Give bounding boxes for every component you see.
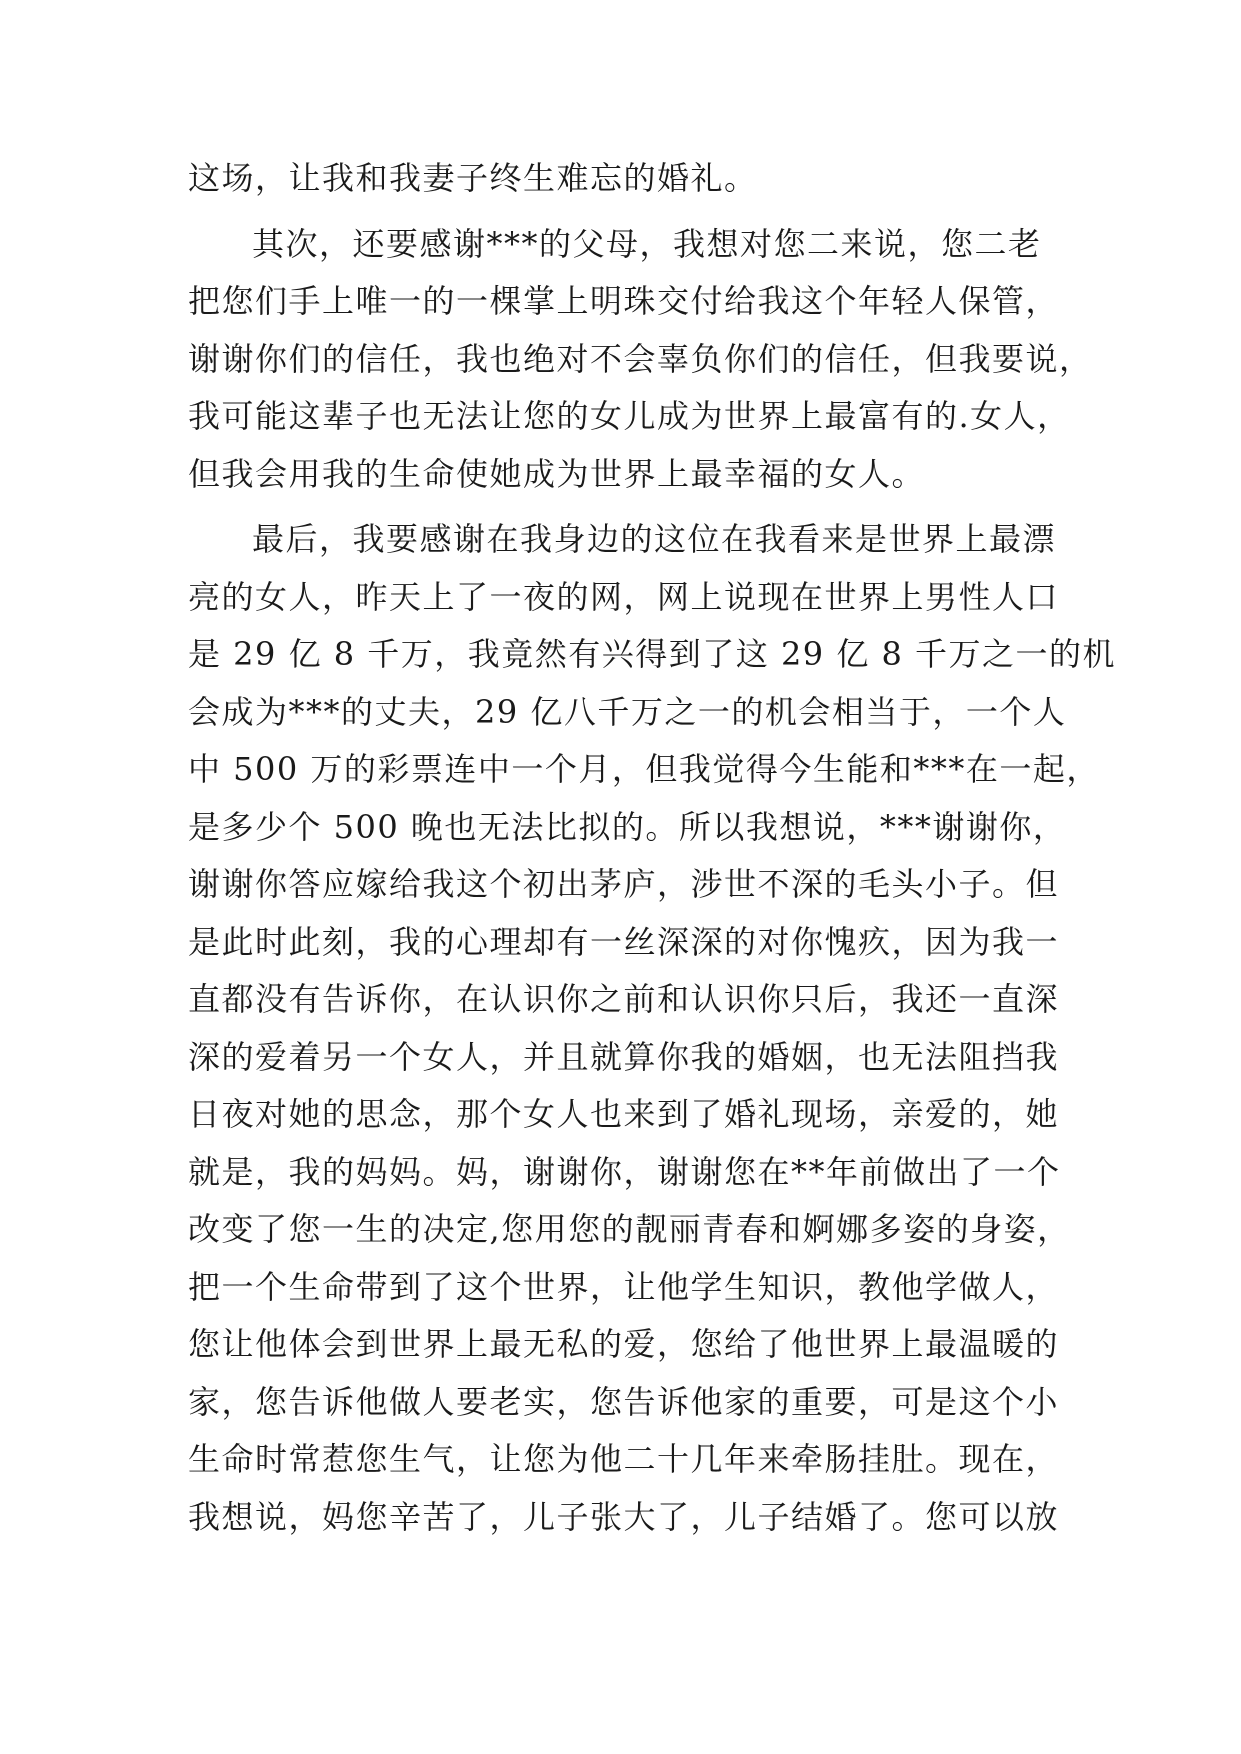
text-line: 把您们手上唯一的一棵掌上明珠交付给我这个年轻人保管， xyxy=(188,282,1060,320)
text-line: 中 500 万的彩票连中一个月，但我觉得今生能和***在一起， xyxy=(188,750,1100,788)
text-line: 我可能这辈子也无法让您的女儿成为世界上最富有的.女人， xyxy=(188,397,1071,435)
text-line: 其次，还要感谢***的父母，我想对您二来说，您二老 xyxy=(252,224,1042,263)
text-line: 直都没有告诉你，在认识你之前和认识你只后，我还一直深 xyxy=(188,980,1060,1018)
text-line: 是多少个 500 晚也无法比拟的。所以我想说，***谢谢你， xyxy=(188,807,1067,846)
text-line: 是 29 亿 8 千万，我竟然有兴得到了这 29 亿 8 千万之一的机 xyxy=(188,635,1117,673)
text-line: 谢谢你答应嫁给我这个初出茅庐，涉世不深的毛头小子。但 xyxy=(188,865,1060,903)
text-line: 您让他体会到世界上最无私的爱，您给了他世界上最温暖的 xyxy=(188,1325,1060,1363)
text-line: 把一个生命带到了这个世界，让他学生知识，教他学做人， xyxy=(188,1267,1060,1306)
text-line: 生命时常惹您生气，让您为他二十几年来牵肠挂肚。现在， xyxy=(188,1440,1060,1478)
text-line: 谢谢你们的信任，我也绝对不会辜负你们的信任，但我要说， xyxy=(188,339,1093,378)
text-line: 这场，让我和我妻子终生难忘的婚礼。 xyxy=(188,159,758,197)
body-text xyxy=(188,150,1117,1546)
text-line: 是此时此刻，我的心理却有一丝深深的对你愧疚，因为我一 xyxy=(188,922,1060,961)
text-line: 亮的女人，昨天上了一夜的网，网上说现在世界上男性人口 xyxy=(188,577,1060,616)
text-line: 日夜对她的思念，那个女人也来到了婚礼现场，亲爱的，她 xyxy=(188,1095,1060,1133)
text-line: 家，您告诉他做人要老实，您告诉他家的重要，可是这个小 xyxy=(188,1382,1060,1421)
text-line: 深的爱着另一个女人，并且就算你我的婚姻，也无法阻挡我 xyxy=(188,1037,1060,1076)
text-line: 但我会用我的生命使她成为世界上最幸福的女人。 xyxy=(188,454,926,493)
text-line: 改变了您一生的决定,您用您的靓丽青春和婀娜多姿的身姿， xyxy=(188,1210,1071,1248)
text-line: 最后，我要感谢在我身边的这位在我看来是世界上最漂 xyxy=(252,520,1057,558)
text-line: 我想说，妈您辛苦了，儿子张大了，儿子结婚了。您可以放 xyxy=(188,1497,1060,1536)
text-line: 就是，我的妈妈。妈，谢谢你，谢谢您在**年前做出了一个 xyxy=(188,1152,1061,1191)
text-line: 会成为***的丈夫，29 亿八千万之一的机会相当于，一个人 xyxy=(188,692,1067,731)
